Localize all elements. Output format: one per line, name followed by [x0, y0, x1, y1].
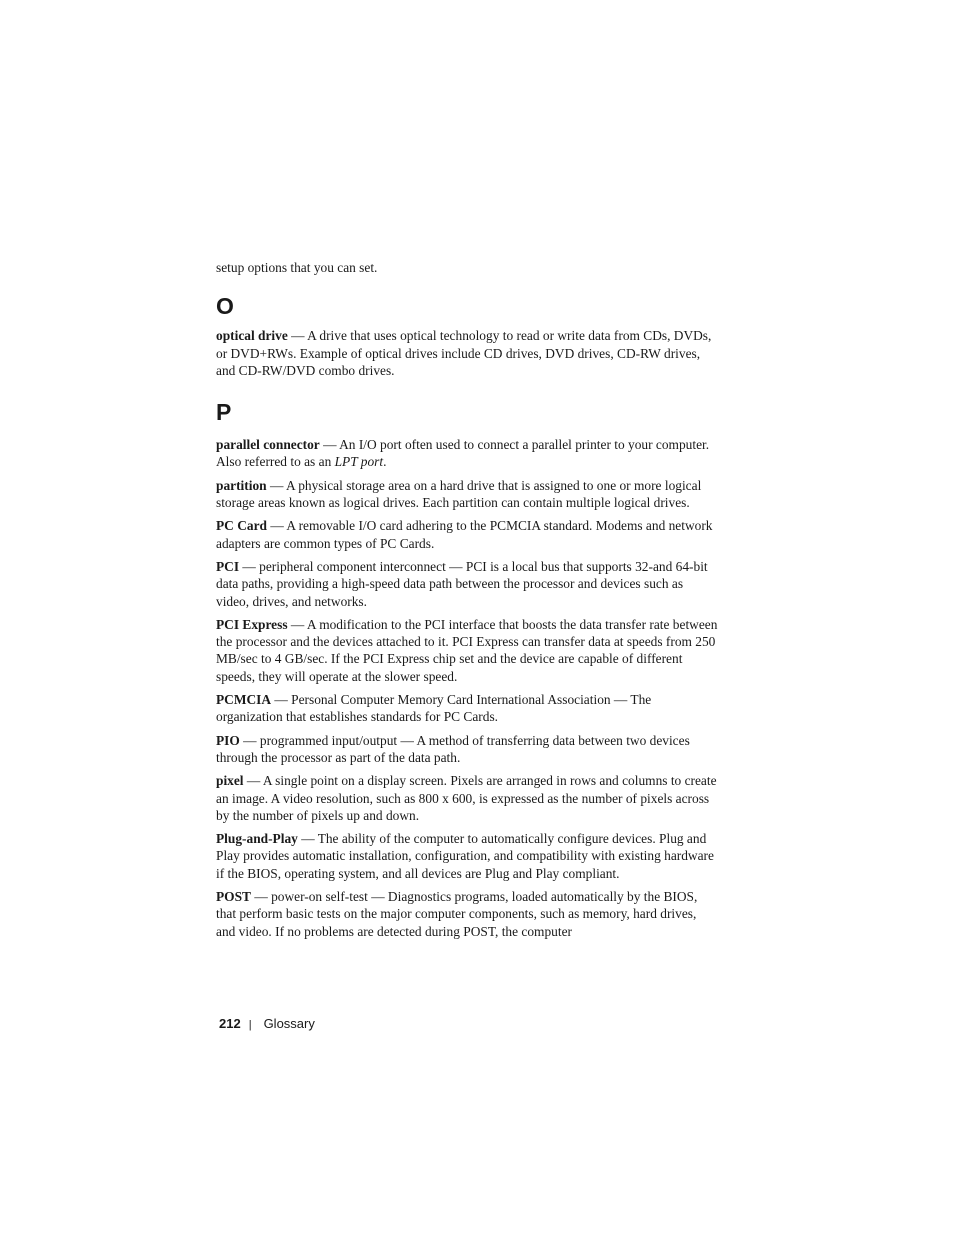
- glossary-entry: [216, 616, 718, 685]
- glossary-definition: — The ability of the computer to automatically configure devices. Plug and Play provides automatic installation, configuration, and compatibility with existing hardware if the BIOS, operating system, and all devices are Plug and Play compliant.: [216, 831, 714, 881]
- page-footer: [219, 1015, 315, 1034]
- glossary-definition: — peripheral component interconnect — PCI is a local bus that supports 32-and 64-bit data paths, providing a high-speed data path between the processor and devices such as video, drives, and networks.: [216, 558, 708, 609]
- glossary-entry: [216, 772, 718, 824]
- glossary-definition: — An I/O port often used to connect a parallel printer to your computer. Also referred to as an: [216, 437, 710, 470]
- glossary-definition: — A modification to the PCI interface that boosts the data transfer rate between the processor and the devices attached to it. PCI Express can transfer data at speeds from 250 MB/sec to 4 GB/sec. If the PCI Express chip set and the device are capable of different speeds, they will operate at the slower speed.: [216, 616, 718, 684]
- glossary-definition: — programmed input/output — A method of transferring data between two devices through the processor as part of the data path.: [216, 732, 690, 765]
- glossary-term: parallel connector: [216, 437, 320, 453]
- glossary-term: optical drive: [216, 328, 288, 344]
- glossary-term: PIO: [216, 732, 240, 748]
- glossary-entry: [216, 830, 718, 882]
- glossary-entry: [216, 888, 718, 940]
- section-heading-o: O: [216, 293, 234, 320]
- glossary-definition: — A physical storage area on a hard drive that is assigned to one or more logical storage areas known as logical drives. Each partition can contain multiple logical drives.: [216, 477, 702, 511]
- glossary-entry: [216, 477, 718, 512]
- glossary-term: PCMCIA: [216, 692, 272, 708]
- glossary-content: [216, 259, 718, 946]
- glossary-term: partition: [216, 477, 267, 493]
- glossary-entry: [216, 436, 718, 471]
- glossary-emphasis: LPT port: [334, 454, 384, 470]
- glossary-entry: [216, 732, 718, 767]
- page-number: 212: [219, 1016, 241, 1031]
- glossary-term: pixel: [216, 773, 244, 789]
- glossary-entry: [216, 327, 718, 379]
- glossary-definition-tail: .: [383, 454, 387, 470]
- glossary-entry: [216, 691, 718, 726]
- footer-separator: |: [248, 1019, 252, 1031]
- section-heading-p: P: [216, 399, 232, 426]
- glossary-term: PC Card: [216, 518, 267, 534]
- glossary-definition: — Personal Computer Memory Card International Association — The organization that establishes standards for PC Cards.: [216, 692, 652, 725]
- glossary-entry: [216, 517, 718, 552]
- footer-section-name: Glossary: [263, 1016, 315, 1031]
- glossary-term: PCI: [216, 558, 240, 574]
- glossary-term: POST: [216, 889, 251, 905]
- glossary-term: Plug-and-Play: [216, 831, 298, 847]
- glossary-definition: — A removable I/O card adhering to the PCMCIA standard. Modems and network adapters are common types of PC Cards.: [216, 518, 713, 551]
- continued-text: setup options that you can set.: [216, 260, 378, 275]
- glossary-definition: — power-on self-test — Diagnostics programs, loaded automatically by the BIOS, that perform basic tests on the major computer components, such as memory, hard drives, and video. If no problems are detected during POST, the computer: [216, 889, 698, 939]
- glossary-term: PCI Express: [216, 616, 288, 632]
- glossary-definition: — A drive that uses optical technology to read or write data from CDs, DVDs, or DVD+RWs. Example of optical drives include CD drives, DVD drives, CD-RW drives, and CD-RW/DVD combo drives.: [216, 328, 712, 378]
- glossary-definition: — A single point on a display screen. Pixels are arranged in rows and columns to create an image. A video resolution, such as 800 x 600, is expressed as the number of pixels across by the number of pixels up and down.: [216, 773, 717, 823]
- glossary-entry: [216, 558, 718, 610]
